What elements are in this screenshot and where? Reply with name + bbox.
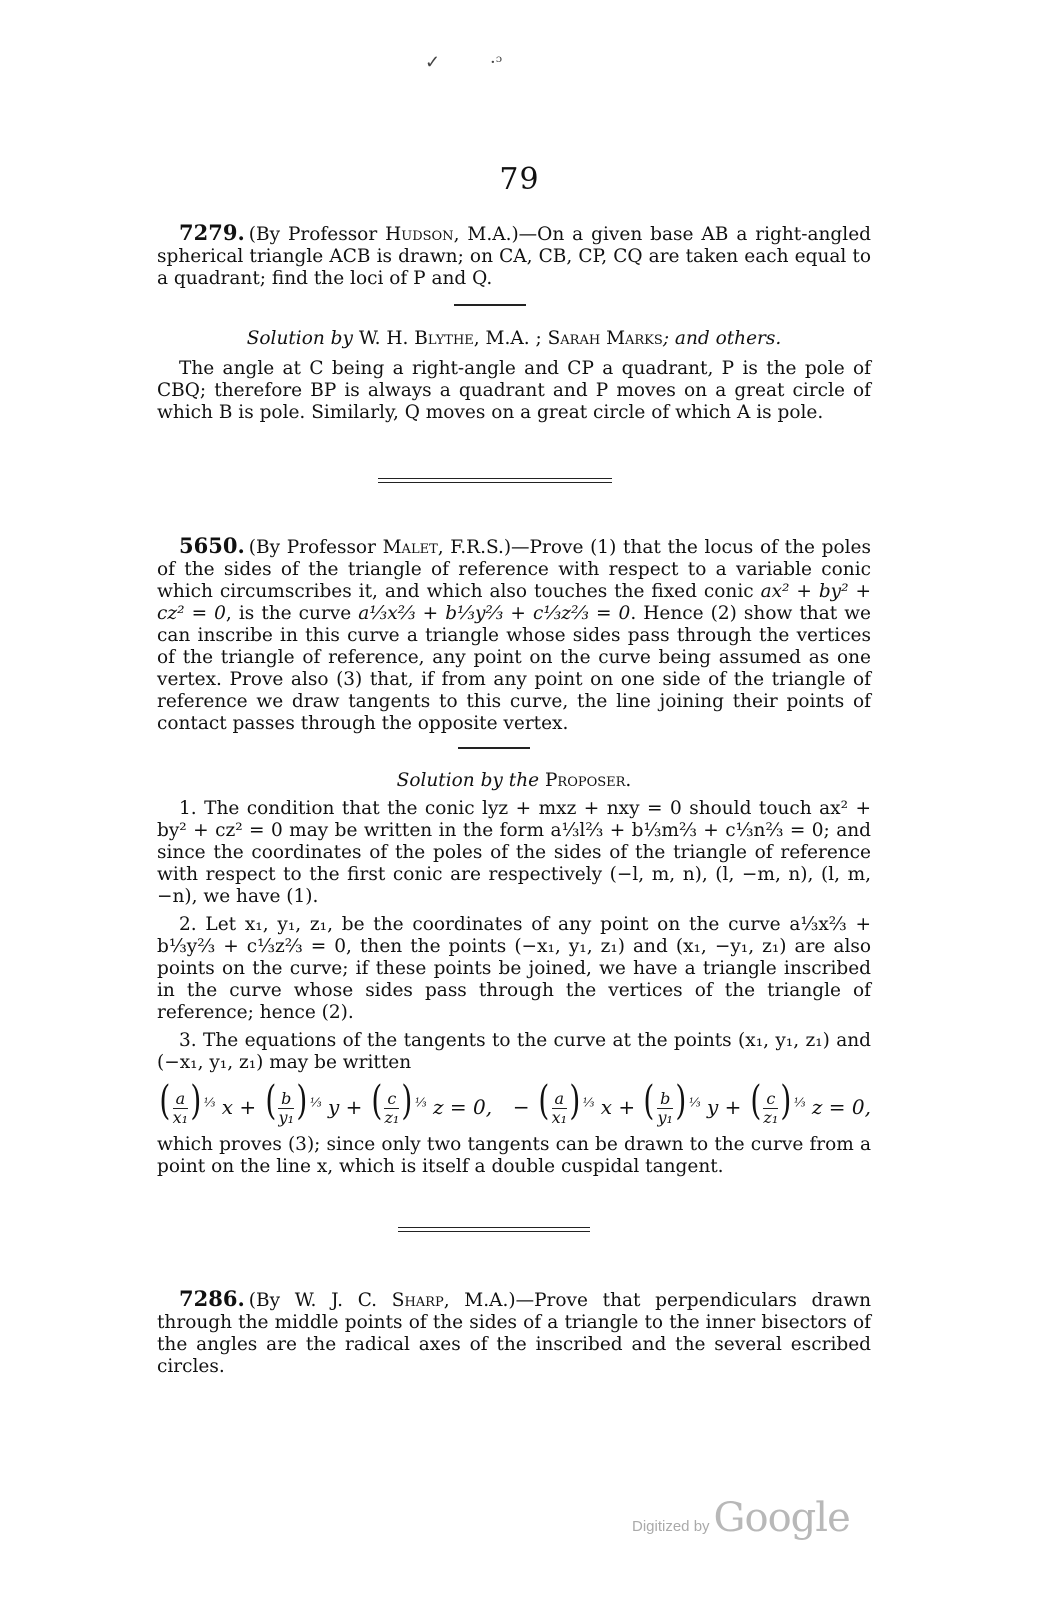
author-name: Malet — [382, 537, 438, 558]
section-divider — [398, 1227, 590, 1232]
watermark-text: Digitized by — [632, 1518, 710, 1535]
author-name: Sharp — [391, 1290, 444, 1311]
problem-number: 5650. — [179, 533, 245, 558]
solution-text: The angle at C being a right-angle and CP a quadrant, P is the pole of CBQ; therefore BP is always a quadrant and P moves on a great circle of which B is pole. Similarly, Q moves on a great circle of which A is pole. — [157, 358, 871, 423]
solution-paragraph-4: which proves (3); since only two tangents can be drawn to the curve from a point on the line x, which is itself a double cuspidal tangent. — [157, 1134, 871, 1177]
short-rule — [454, 304, 526, 306]
curve-equation: a⅓x⅔ + b⅓y⅔ + c⅓z⅔ = 0 — [358, 603, 631, 624]
solution-paragraph-1: 1. The condition that the conic lyz + mxz + nxy = 0 should touch ax² + by² + cz² = 0 may be written in the form a⅓l⅔ + b⅓m⅔ + c⅓n⅔ = 0; and since the coordinates of the poles of the sides of the triangle of reference with respect to the first conic are respectively (−l, m, n), (l, −m, n), (l, m, −n), we have (1). — [157, 798, 871, 907]
solution-7279 — [157, 328, 871, 424]
problem-number: 7279. — [179, 220, 245, 245]
problem-number: 7286. — [179, 1286, 245, 1311]
problem-7286 — [157, 1288, 871, 1378]
ink-mark-right: ·ᵓ — [490, 52, 502, 73]
section-divider — [378, 478, 612, 483]
tangent-equation-2: − ( $\frac{a}{\text{x₁}}$ ) $^{\frac{1}{3}}$ x + ( $\frac{b}{\text{y₁}}$ ) $^{\frac{1}{3}}$ y + ( $\frac{c}{\text{z₁}}$ ) $^{\frac{1}{3}}$ z = 0, — [512, 1078, 871, 1127]
short-rule — [458, 747, 530, 749]
digitized-by-google-watermark — [632, 1495, 850, 1541]
problem-7279 — [157, 222, 871, 290]
solution-paragraph-2: 2. Let x₁, y₁, z₁, be the coordinates of any point on the curve a⅓x⅔ + b⅓y⅔ + c⅓z⅔ = 0, then the points (−x₁, y₁, z₁) and (x₁, −y₁, z₁) are also points on the curve; if these points be joined, we have a triangle inscribed in the curve whose sides pass through the vertices of the triangle of reference; hence (2). — [157, 914, 871, 1023]
fixed-conic-equation: ax² + by² + cz² = 0 — [157, 581, 871, 624]
problem-7279-statement: 7279. (By Professor Hudson, M.A.)—On a given base AB a right-angled spherical triangle ACB is drawn; on CA, CB, CP, CQ are taken each equal to a quadrant; find the loci of P and Q. — [157, 220, 871, 289]
ink-mark-left: ✓ — [425, 52, 441, 73]
problem-7286-statement: 7286. (By W. J. C. Sharp, M.A.)—Prove that perpendiculars drawn through the middle points of the sides of a triangle to the inner bisectors of the angles are the radical axes of the inscribed and the several escribed circles. — [157, 1286, 871, 1377]
page-number: 79 — [499, 162, 540, 197]
tangent-equations — [157, 1078, 871, 1130]
solution-heading: Solution by the Proposer. — [396, 770, 632, 791]
tangent-equation-1: ( $\frac{a}{\text{x₁}}$ ) $^{\frac{1}{3}}$ x + ( $\frac{b}{\text{y₁}}$ ) $^{\frac{1}{3}}$ y + ( $\frac{c}{\text{z₁}}$ ) $^{\frac{1}{3}}$ z = 0, — [159, 1078, 493, 1127]
problem-5650 — [157, 535, 871, 735]
problem-5650-statement: 5650. (By Professor Malet, F.R.S.)—Prove (1) that the locus of the poles of the sides of the triangle of reference with respect to a variable conic which circumscribes it, and which also touches the fixed conic ax² + by² + cz² = 0, is the curve a⅓x⅔ + b⅓y⅔ + c⅓z⅔ = 0. Hence (2) show that we can inscribe in this curve a triangle whose sides pass through the vertices of the triangle of reference, any point on the curve being assumed as one vertex. Prove also (3) that, if from any point on one side of the triangle of reference we draw tangents to this curve, the line joining their points of contact passes through the opposite vertex. — [157, 533, 871, 734]
author-name: Hudson — [385, 224, 454, 245]
google-logo: Google — [713, 1495, 850, 1541]
solution-5650 — [157, 770, 871, 1178]
solution-paragraph-3: 3. The equations of the tangents to the curve at the points (x₁, y₁, z₁) and (−x₁, y₁, z₁) may be written — [157, 1030, 871, 1073]
solution-heading: Solution by W. H. Blythe, M.A. ; Sarah Marks; and others. — [246, 328, 782, 349]
